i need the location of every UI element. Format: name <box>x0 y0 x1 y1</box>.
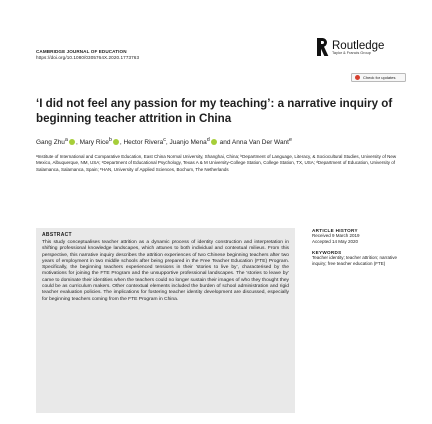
doi-link[interactable]: https://doi.org/10.1080/0305764X.2020.1773763 <box>36 55 140 60</box>
check-for-updates-label: Check for updates <box>363 75 396 80</box>
affiliations: ᵃInstitute of International and Comparative Education, East China Normal University, Shanghai, China; ᵇDepartment of Language, Literacy, & Sociocultural Studies, University of New Mexico, Albuquerque, NM, USA; ᶜDepartment of Educational Psychology, Texas A & M University-College Station, College Station, TX, USA; ᵈDepartment of Education, University of Salamanca, Salamanca, Spain; ᵉHAN, University of Applied Sciences, Bochum, The Netherlands <box>36 154 397 172</box>
article-sidebar <box>312 228 408 267</box>
author-name[interactable]: Hector Rivera <box>123 139 164 147</box>
keywords-heading: KEYWORDS <box>312 250 342 255</box>
author-name[interactable]: Anna Van Der Want <box>231 139 289 147</box>
article-title: ‘I did not feel any passion for my teaching’: a narrative inquiry of beginning teacher attrition in China <box>36 97 393 125</box>
author-name[interactable]: Mary Rice <box>79 139 109 147</box>
publisher-logo <box>317 38 384 56</box>
publisher-name: Routledge <box>332 39 385 52</box>
journal-header <box>36 49 139 60</box>
received-date: Received 9 March 2019 <box>312 233 360 238</box>
check-for-updates-button[interactable] <box>351 73 406 82</box>
updates-icon <box>355 75 360 80</box>
author-list: Gang Zhu$^a$ , Mary Rice$^b$ , Hector Rivera$^c$, Juanjo Mena$^d$ and Anna Van Der Want$^e$ <box>36 137 292 147</box>
routledge-logo-icon <box>317 38 329 56</box>
history-heading: ARTICLE HISTORY <box>312 228 358 233</box>
accepted-date: Accepted 14 May 2020 <box>312 239 359 244</box>
abstract-heading: ABSTRACT <box>42 232 72 238</box>
orcid-icon[interactable] <box>113 139 119 145</box>
author-name[interactable]: Juanjo Mena <box>169 139 207 147</box>
abstract-text: This study conceptualises teacher attrition as a dynamic process of identity construction and interpretation in shifting professional knowledge landscapes, which attunes to both individual and contextual milieus. From this perspective, this narrative inquiry describes the attrition experiences of two Chinese beginning teachers after two years of employment in two middle schools after being prepared in the Free Teacher Education (FTE) Program. Specifically, the beginning teachers experienced tensions in their ‘stories to live by’, characterised by the motivations for joining the FTE Program and the unsupportive professional landscapes. The ‘stories to leave by’ came to dominate their identities when the teachers could no longer sustain their images of who they thought they could be as curriculum makers. Other contextual elements included the burden of school administration and rigid teacher evaluation policies. The implications for fostering teacher identity development are discussed, especially for beginning teachers coming from the FTE Program in China. <box>42 240 289 302</box>
orcid-icon[interactable] <box>69 139 75 145</box>
journal-name: CAMBRIDGE JOURNAL OF EDUCATION <box>36 49 127 54</box>
publisher-subtitle: Taylor & Francis Group <box>332 50 371 55</box>
author-name[interactable]: Gang Zhu <box>36 139 65 147</box>
orcid-icon[interactable] <box>211 139 217 145</box>
keywords-text: Teacher identity; teacher attrition; narrative inquiry; free teacher education (FTE) <box>312 255 398 266</box>
abstract-box <box>36 228 295 413</box>
